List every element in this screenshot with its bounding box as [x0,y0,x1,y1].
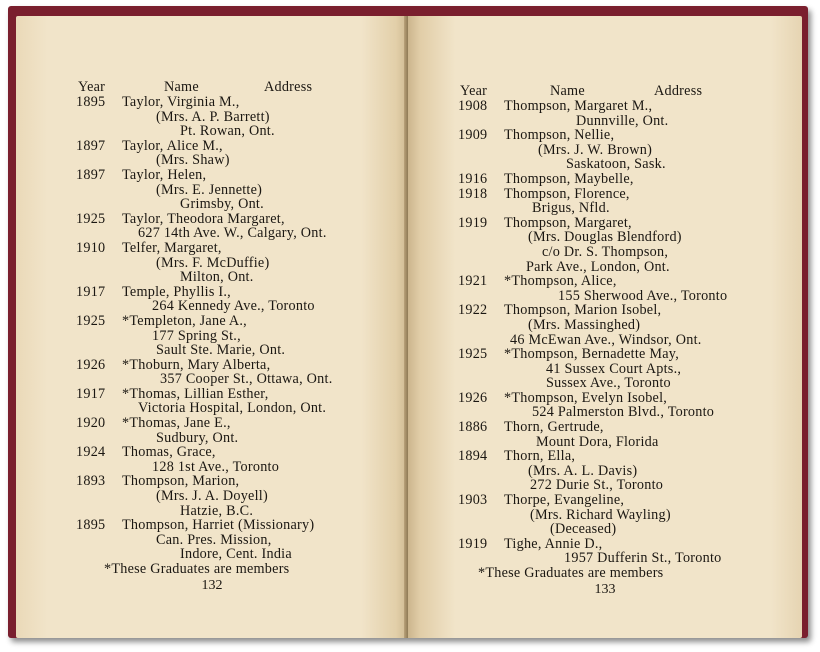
entry-name: Thompson, Nellie, [504,127,615,144]
left-page-number: 132 [201,578,223,593]
directory-entry [458,99,788,128]
entry-detail-line [458,289,788,304]
entry-name: Thorn, Gertrude, [504,419,604,436]
entry-detail: Sudbury, Ont. [156,429,239,446]
entry-name-line [458,347,788,362]
entry-year: 1909 [458,127,488,144]
left-page [16,16,408,638]
entry-detail-line [76,504,396,519]
directory-entry [76,95,396,139]
entry-detail: 177 Spring St., [152,327,241,344]
directory-entry [76,416,396,445]
entry-detail-line [76,124,396,139]
directory-entry [76,285,396,314]
entry-year: 1897 [76,166,106,183]
year-header: Year [460,83,488,99]
entry-detail-line [76,197,396,212]
entry-name-line [76,139,396,154]
directory-entry [76,212,396,241]
entry-name: Thorpe, Evangeline, [504,492,625,509]
directory-entry [458,216,788,274]
directory-entry [76,358,396,387]
entry-detail: (Mrs. Douglas Blendford) [528,229,682,246]
address-header: Address [264,79,313,95]
entry-detail-line [76,183,396,198]
entry-year: 1926 [458,389,488,406]
entry-name-line [76,387,396,402]
entry-detail-line [76,256,396,271]
entry-name: Thompson, Marion Isobel, [504,302,662,319]
entry-year: 1919 [458,535,488,552]
entry-detail-line [76,110,396,125]
directory-entry [458,128,788,172]
entry-detail-line [76,343,396,358]
entry-detail-line [458,522,788,537]
entry-detail: 524 Palmerston Blvd., Toronto [532,404,715,421]
left-entry-list [76,95,396,562]
entry-detail: (Mrs. Massinghed) [528,316,641,333]
entry-detail-line [458,333,788,348]
directory-entry [458,537,788,566]
directory-entry [458,420,788,449]
entry-detail-line [76,270,396,285]
entry-detail: (Mrs. A. L. Davis) [528,462,638,479]
directory-entry [76,387,396,416]
year-header: Year [78,79,106,95]
entry-detail: 357 Cooper St., Ottawa, Ont. [160,371,333,388]
entry-detail: 1957 Dufferin St., Toronto [564,550,722,567]
entry-detail-line [76,329,396,344]
entry-name: Taylor, Alice M., [122,137,223,154]
entry-detail: Milton, Ont. [180,269,254,286]
right-page-text [458,84,788,581]
entry-detail: Grimsby, Ont. [180,196,264,213]
entry-detail: Victoria Hospital, London, Ont. [138,400,327,417]
entry-year: 1886 [458,419,488,436]
entry-name: Temple, Phyllis I., [122,283,231,300]
entry-detail: (Deceased) [550,521,617,538]
entry-detail-line [76,431,396,446]
entry-detail: Dunnville, Ont. [576,112,669,129]
entry-detail-line [458,551,788,566]
entry-detail-line [458,201,788,216]
entry-detail-line [76,489,396,504]
entry-detail: c/o Dr. S. Thompson, [542,243,669,260]
entry-year: 1917 [76,283,106,300]
directory-entry [76,518,396,562]
entry-detail-line [76,372,396,387]
entry-year: 1916 [458,170,488,187]
entry-name-line [458,449,788,464]
entry-name-line [458,420,788,435]
entry-name-line [76,212,396,227]
entry-year: 1894 [458,448,488,465]
entry-detail-line [458,362,788,377]
entry-detail: Indore, Cent. India [180,546,292,563]
entry-name: *Thoburn, Mary Alberta, [122,356,271,373]
entry-name: *Thompson, Evelyn Isobel, [504,389,668,406]
entry-name-line [458,99,788,114]
directory-entry [76,241,396,285]
entry-detail-line [76,547,396,562]
right-column-headers [458,84,788,99]
left-footnote: *These Graduates are members [104,561,290,577]
entry-detail-line [458,435,788,450]
entry-name-line [76,358,396,373]
entry-name: Tighe, Annie D., [504,535,603,552]
address-header: Address [654,83,703,99]
entry-detail: Can. Pres. Mission, [156,531,272,548]
entry-name-line [458,172,788,187]
entry-detail: (Mrs. A. P. Barrett) [156,108,270,125]
entry-detail: (Mrs. J. A. Doyell) [156,488,268,505]
entry-name-line [76,285,396,300]
entry-detail-line [76,401,396,416]
entry-detail: 46 McEwan Ave., Windsor, Ont. [510,331,702,348]
entry-name-line [458,303,788,318]
directory-entry [458,347,788,391]
entry-name-line [458,391,788,406]
entry-detail: (Mrs. Richard Wayling) [530,506,671,523]
entry-name-line [458,187,788,202]
entry-name: *Thomas, Jane E., [122,415,231,432]
entry-name: Taylor, Theodora Margaret, [122,210,285,227]
entry-detail-line [458,508,788,523]
entry-detail: 41 Sussex Court Apts., [546,360,682,377]
entry-detail: Brigus, Nfld. [532,200,610,217]
entry-detail-line [458,230,788,245]
entry-detail-line [76,226,396,241]
entry-year: 1908 [458,98,488,114]
entry-name-line [458,274,788,289]
entry-name-line [76,474,396,489]
entry-name-line [458,128,788,143]
directory-entry [458,187,788,216]
entry-detail-line [458,405,788,420]
directory-entry [76,168,396,212]
entry-name-line [76,445,396,460]
entry-year: 1925 [76,312,106,329]
entry-name: Thompson, Florence, [504,185,630,202]
entry-detail-line [458,245,788,260]
entry-name: Thorn, Ella, [504,448,576,465]
left-column-headers [76,80,396,95]
entry-detail-line [458,376,788,391]
entry-name: Thompson, Margaret, [504,214,632,231]
entry-year: 1924 [76,444,106,461]
right-footnote: *These Graduates are members [478,565,664,581]
entry-year: 1910 [76,239,106,256]
entry-year: 1918 [458,185,488,202]
entry-year: 1897 [76,137,106,154]
right-entry-list [458,99,788,566]
entry-year: 1895 [76,94,106,110]
entry-name: Thompson, Harriet (Missionary) [122,517,315,534]
entry-detail-line [458,157,788,172]
entry-name: Taylor, Helen, [122,166,207,183]
entry-name-line [76,416,396,431]
directory-entry [458,172,788,187]
entry-detail: Pt. Rowan, Ont. [180,123,275,140]
entry-name-line [76,168,396,183]
directory-entry [76,474,396,518]
entry-detail-line [76,533,396,548]
entry-detail: 272 Durie St., Toronto [530,477,664,494]
entry-detail-line [76,299,396,314]
entry-detail: Sussex Ave., Toronto [546,375,671,392]
entry-detail-line [76,460,396,475]
entry-detail: 264 Kennedy Ave., Toronto [152,298,315,315]
entry-name: Taylor, Virginia M., [122,94,240,110]
entry-name: *Thompson, Alice, [504,273,617,290]
directory-entry [458,303,788,347]
entry-year: 1895 [76,517,106,534]
entry-name-line [76,314,396,329]
directory-entry [458,391,788,420]
entry-detail-line [458,318,788,333]
entry-detail: (Mrs. E. Jennette) [156,181,263,198]
left-page-text [76,80,396,577]
entry-name-line [458,216,788,231]
name-header: Name [164,79,199,95]
directory-entry [76,314,396,358]
name-header: Name [550,83,585,99]
entry-name-line [76,95,396,110]
entry-detail: Mount Dora, Florida [536,433,659,450]
entry-detail-line [458,143,788,158]
entry-detail: Sault Ste. Marie, Ont. [156,342,286,359]
entry-name: *Thompson, Bernadette May, [504,346,680,363]
entry-detail: Saskatoon, Sask. [566,156,666,173]
directory-entry [458,449,788,493]
entry-detail: (Mrs. Shaw) [156,152,230,169]
entry-name-line [76,241,396,256]
right-page-number: 133 [594,582,616,597]
entry-name: Telfer, Margaret, [122,239,222,256]
entry-detail-line [458,114,788,129]
entry-year: 1917 [76,385,106,402]
entry-year: 1919 [458,214,488,231]
entry-detail: 627 14th Ave. W., Calgary, Ont. [138,225,327,242]
entry-name-line [458,537,788,552]
entry-name-line [458,493,788,508]
entry-name: Thompson, Marion, [122,473,240,490]
entry-year: 1922 [458,302,488,319]
entry-year: 1925 [76,210,106,227]
entry-detail: Hatzie, B.C. [180,502,254,519]
entry-name: Thompson, Maybelle, [504,170,634,187]
entry-detail-line [458,478,788,493]
directory-entry [458,493,788,537]
entry-name: Thompson, Margaret M., [504,98,653,114]
entry-detail-line [76,153,396,168]
entry-detail: 155 Sherwood Ave., Toronto [558,287,728,304]
entry-detail-line [458,464,788,479]
entry-year: 1921 [458,273,488,290]
directory-entry [76,445,396,474]
right-page [408,16,802,638]
entry-year: 1925 [458,346,488,363]
entry-name: *Thomas, Lillian Esther, [122,385,269,402]
entry-name: Thomas, Grace, [122,444,216,461]
open-book [8,6,808,638]
directory-entry [458,274,788,303]
entry-detail: 128 1st Ave., Toronto [152,458,280,475]
entry-year: 1903 [458,492,488,509]
entry-year: 1920 [76,415,106,432]
entry-detail-line [458,260,788,275]
directory-entry [76,139,396,168]
entry-year: 1926 [76,356,106,373]
entry-detail: Park Ave., London, Ont. [526,258,670,275]
entry-year: 1893 [76,473,106,490]
entry-name: *Templeton, Jane A., [122,312,247,329]
entry-detail: (Mrs. J. W. Brown) [538,141,653,158]
entry-name-line [76,518,396,533]
entry-detail: (Mrs. F. McDuffie) [156,254,270,271]
